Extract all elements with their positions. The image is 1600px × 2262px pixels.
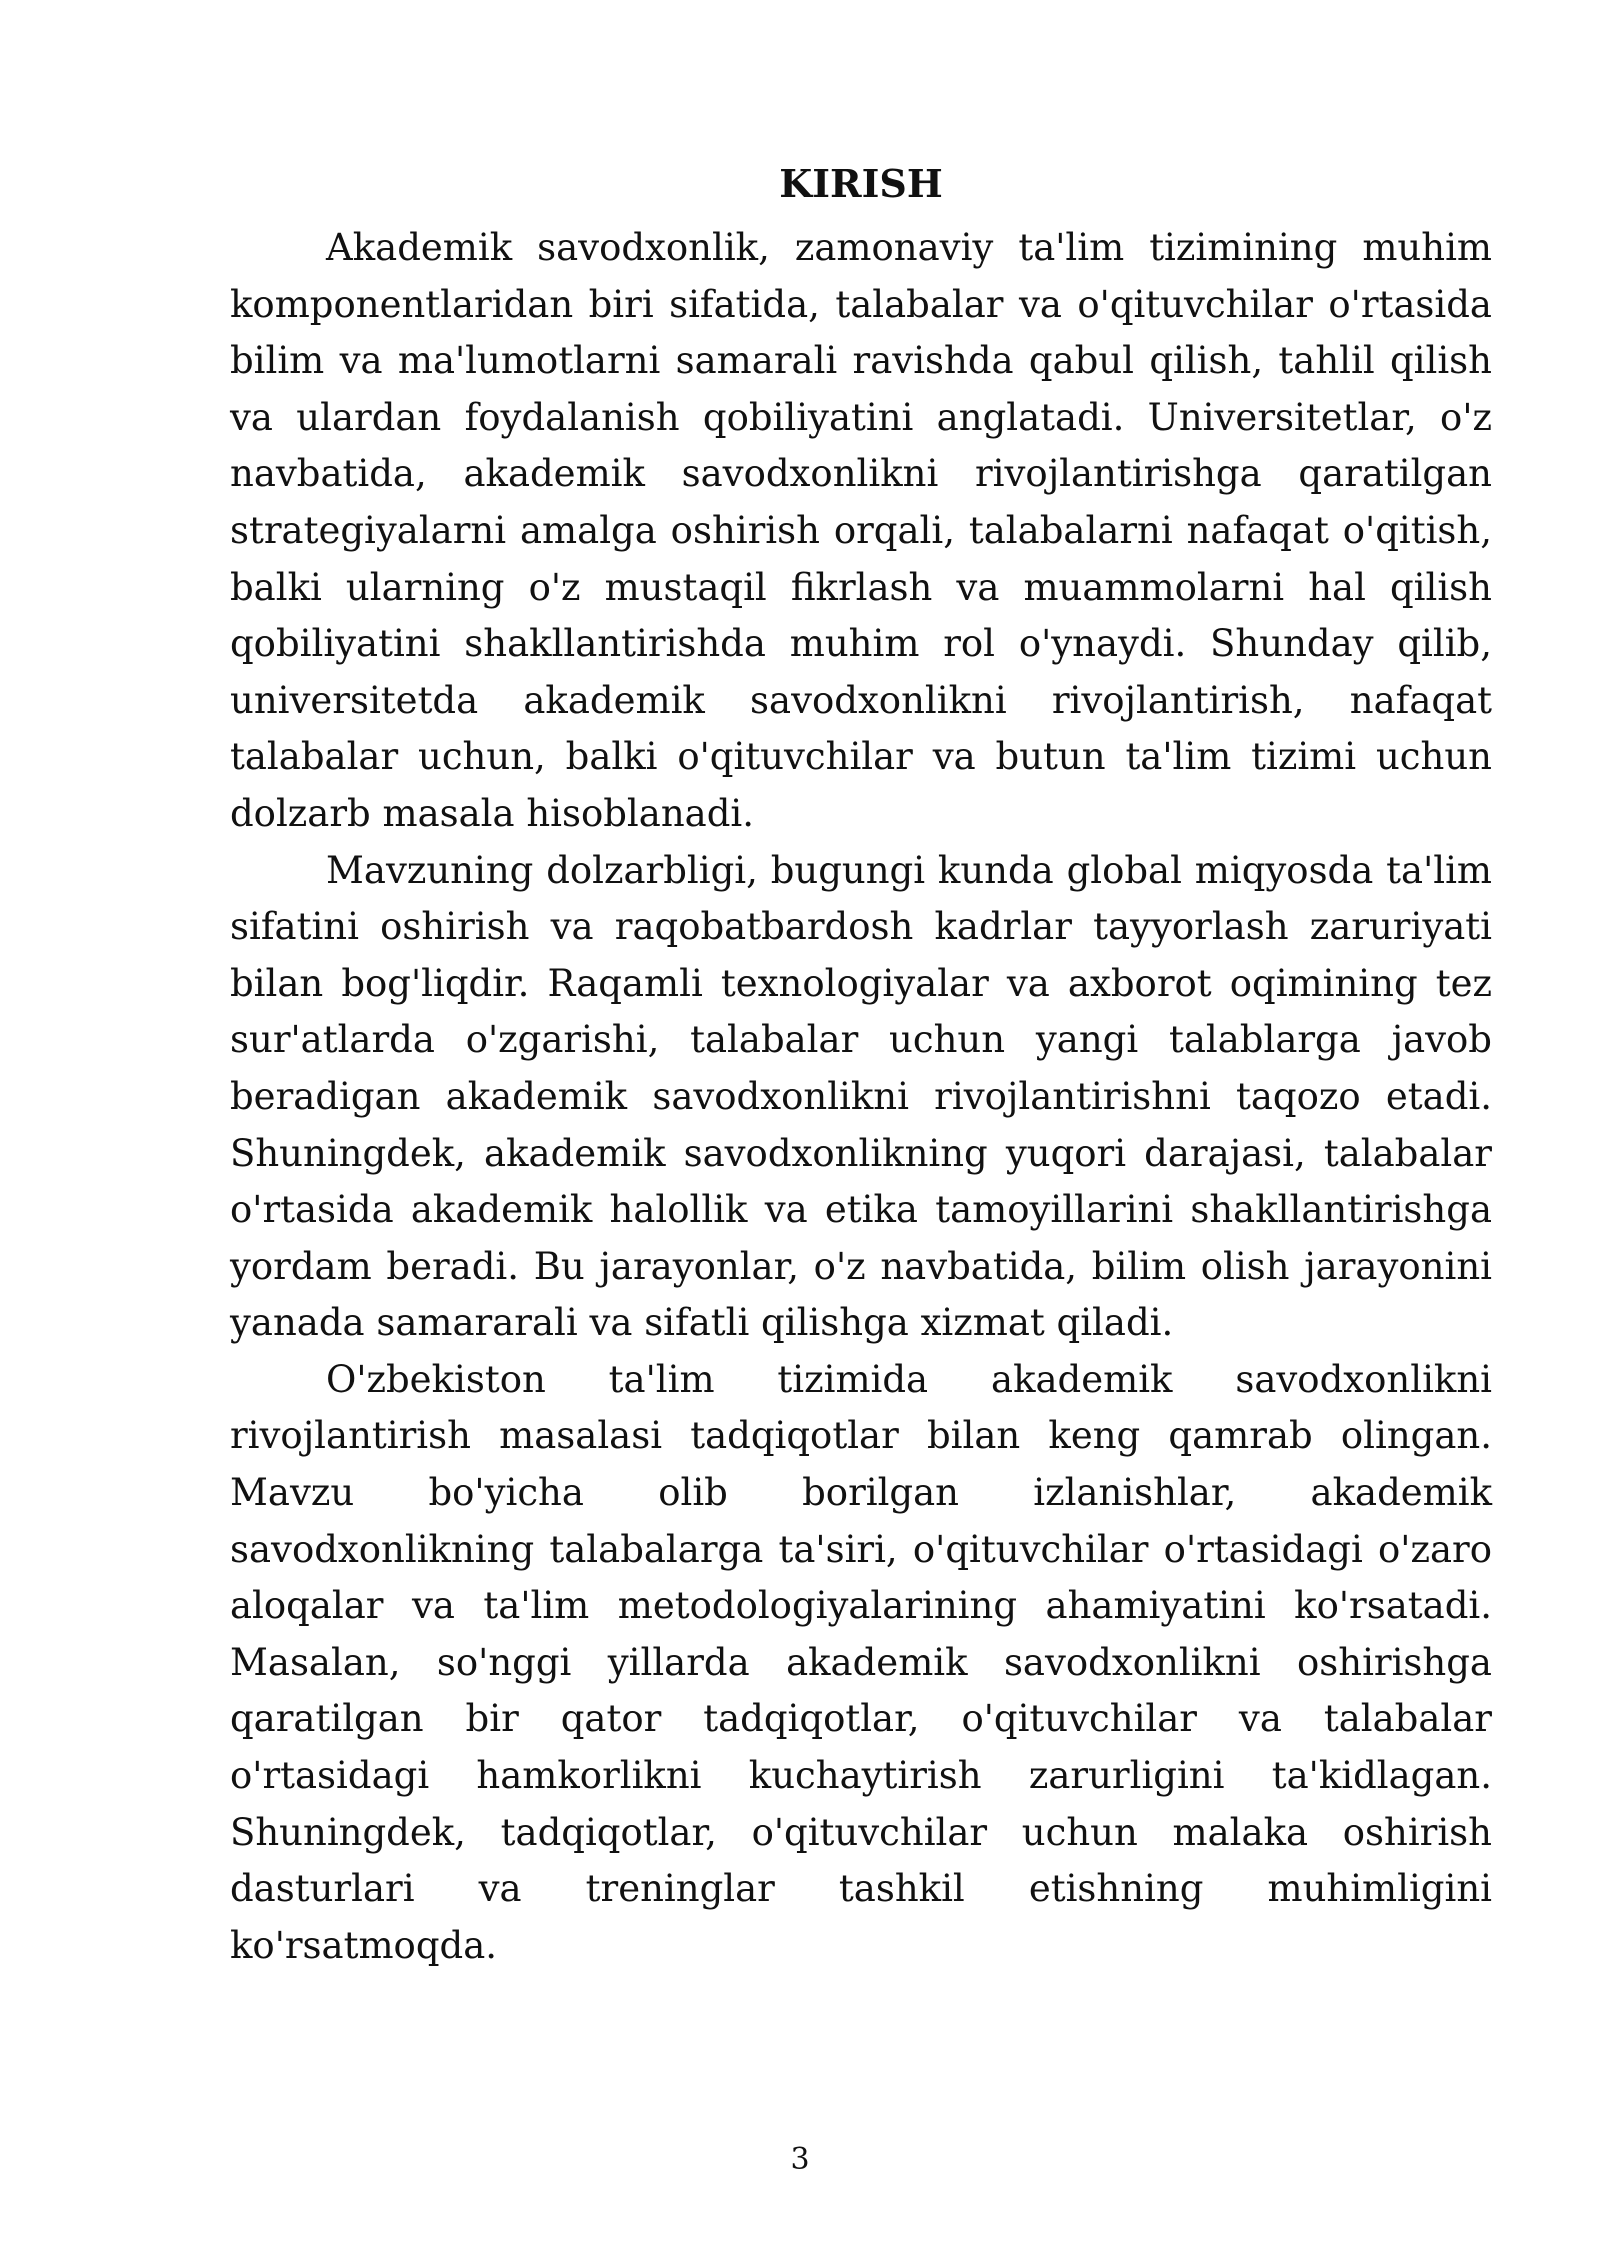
paragraph-1: Akademik savodxonlik, zamonaviy ta'lim tizimining muhim komponentlaridan biri sifatida, talabalar va o'qituvchilar o'rtasida bilim va ma'lumotlarni samarali ravishda qabul qilish, tahlil qilish va ulardan foydalanish qobiliyatini anglatadi. Universitetlar, o'z navbatida, akademik savodxonlikni rivojlantirishga qaratilgan strategiyalarni amalga oshirish orqali, talabalarni nafaqat o'qitish, balki ularning o'z mustaqil fikrlash va muammolarni hal qilish qobiliyatini shakllantirishda muhim rol o'ynaydi. Shunday qilib, universitetda akademik savodxonlikni rivojlantirish, nafaqat talabalar uchun, balki o'qituvchilar va butun ta'lim tizimi uchun dolzarb masala hisoblanadi. <box>230 226 1492 835</box>
page-content <box>230 160 1492 1974</box>
paragraph-3: O'zbekiston ta'lim tizimida akademik savodxonlikni rivojlantirish masalasi tadqiqotlar bilan keng qamrab olingan. Mavzu bo'yicha olib borilgan izlanishlar, akademik savodxonlikning talabalarga ta'siri, o'qituvchilar o'rtasidagi o'zaro aloqalar va ta'lim metodologiyalarining ahamiyatini ko'rsatadi. Masalan, so'nggi yillarda akademik savodxonlikni oshirishga qaratilgan bir qator tadqiqotlar, o'qituvchilar va talabalar o'rtasidagi hamkorlikni kuchaytirish zarurligini ta'kidlagan. Shuningdek, tadqiqotlar, o'qituvchilar uchun malaka oshirish dasturlari va treninglar tashkil etishning muhimligini ko'rsatmoqda. <box>230 1357 1492 1967</box>
section-title: KIRISH <box>779 161 943 206</box>
page-number: 3 <box>790 2142 810 2177</box>
paragraph-2: Mavzuning dolzarbligi, bugungi kunda global miqyosda ta'lim sifatini oshirish va raqobatbardosh kadrlar tayyorlash zaruriyati bilan bog'liqdir. Raqamli texnologiyalar va axborot oqimining tez sur'atlarda o'zgarishi, talabalar uchun yangi talablarga javob beradigan akademik savodxonlikni rivojlantirishni taqozo etadi. Shuningdek, akademik savodxonlikning yuqori darajasi, talabalar o'rtasida akademik halollik va etika tamoyillarini shakllantirishga yordam beradi. Bu jarayonlar, o'z navbatida, bilim olish jarayonini yanada samararali va sifatli qilishga xizmat qiladi. <box>230 848 1492 1345</box>
